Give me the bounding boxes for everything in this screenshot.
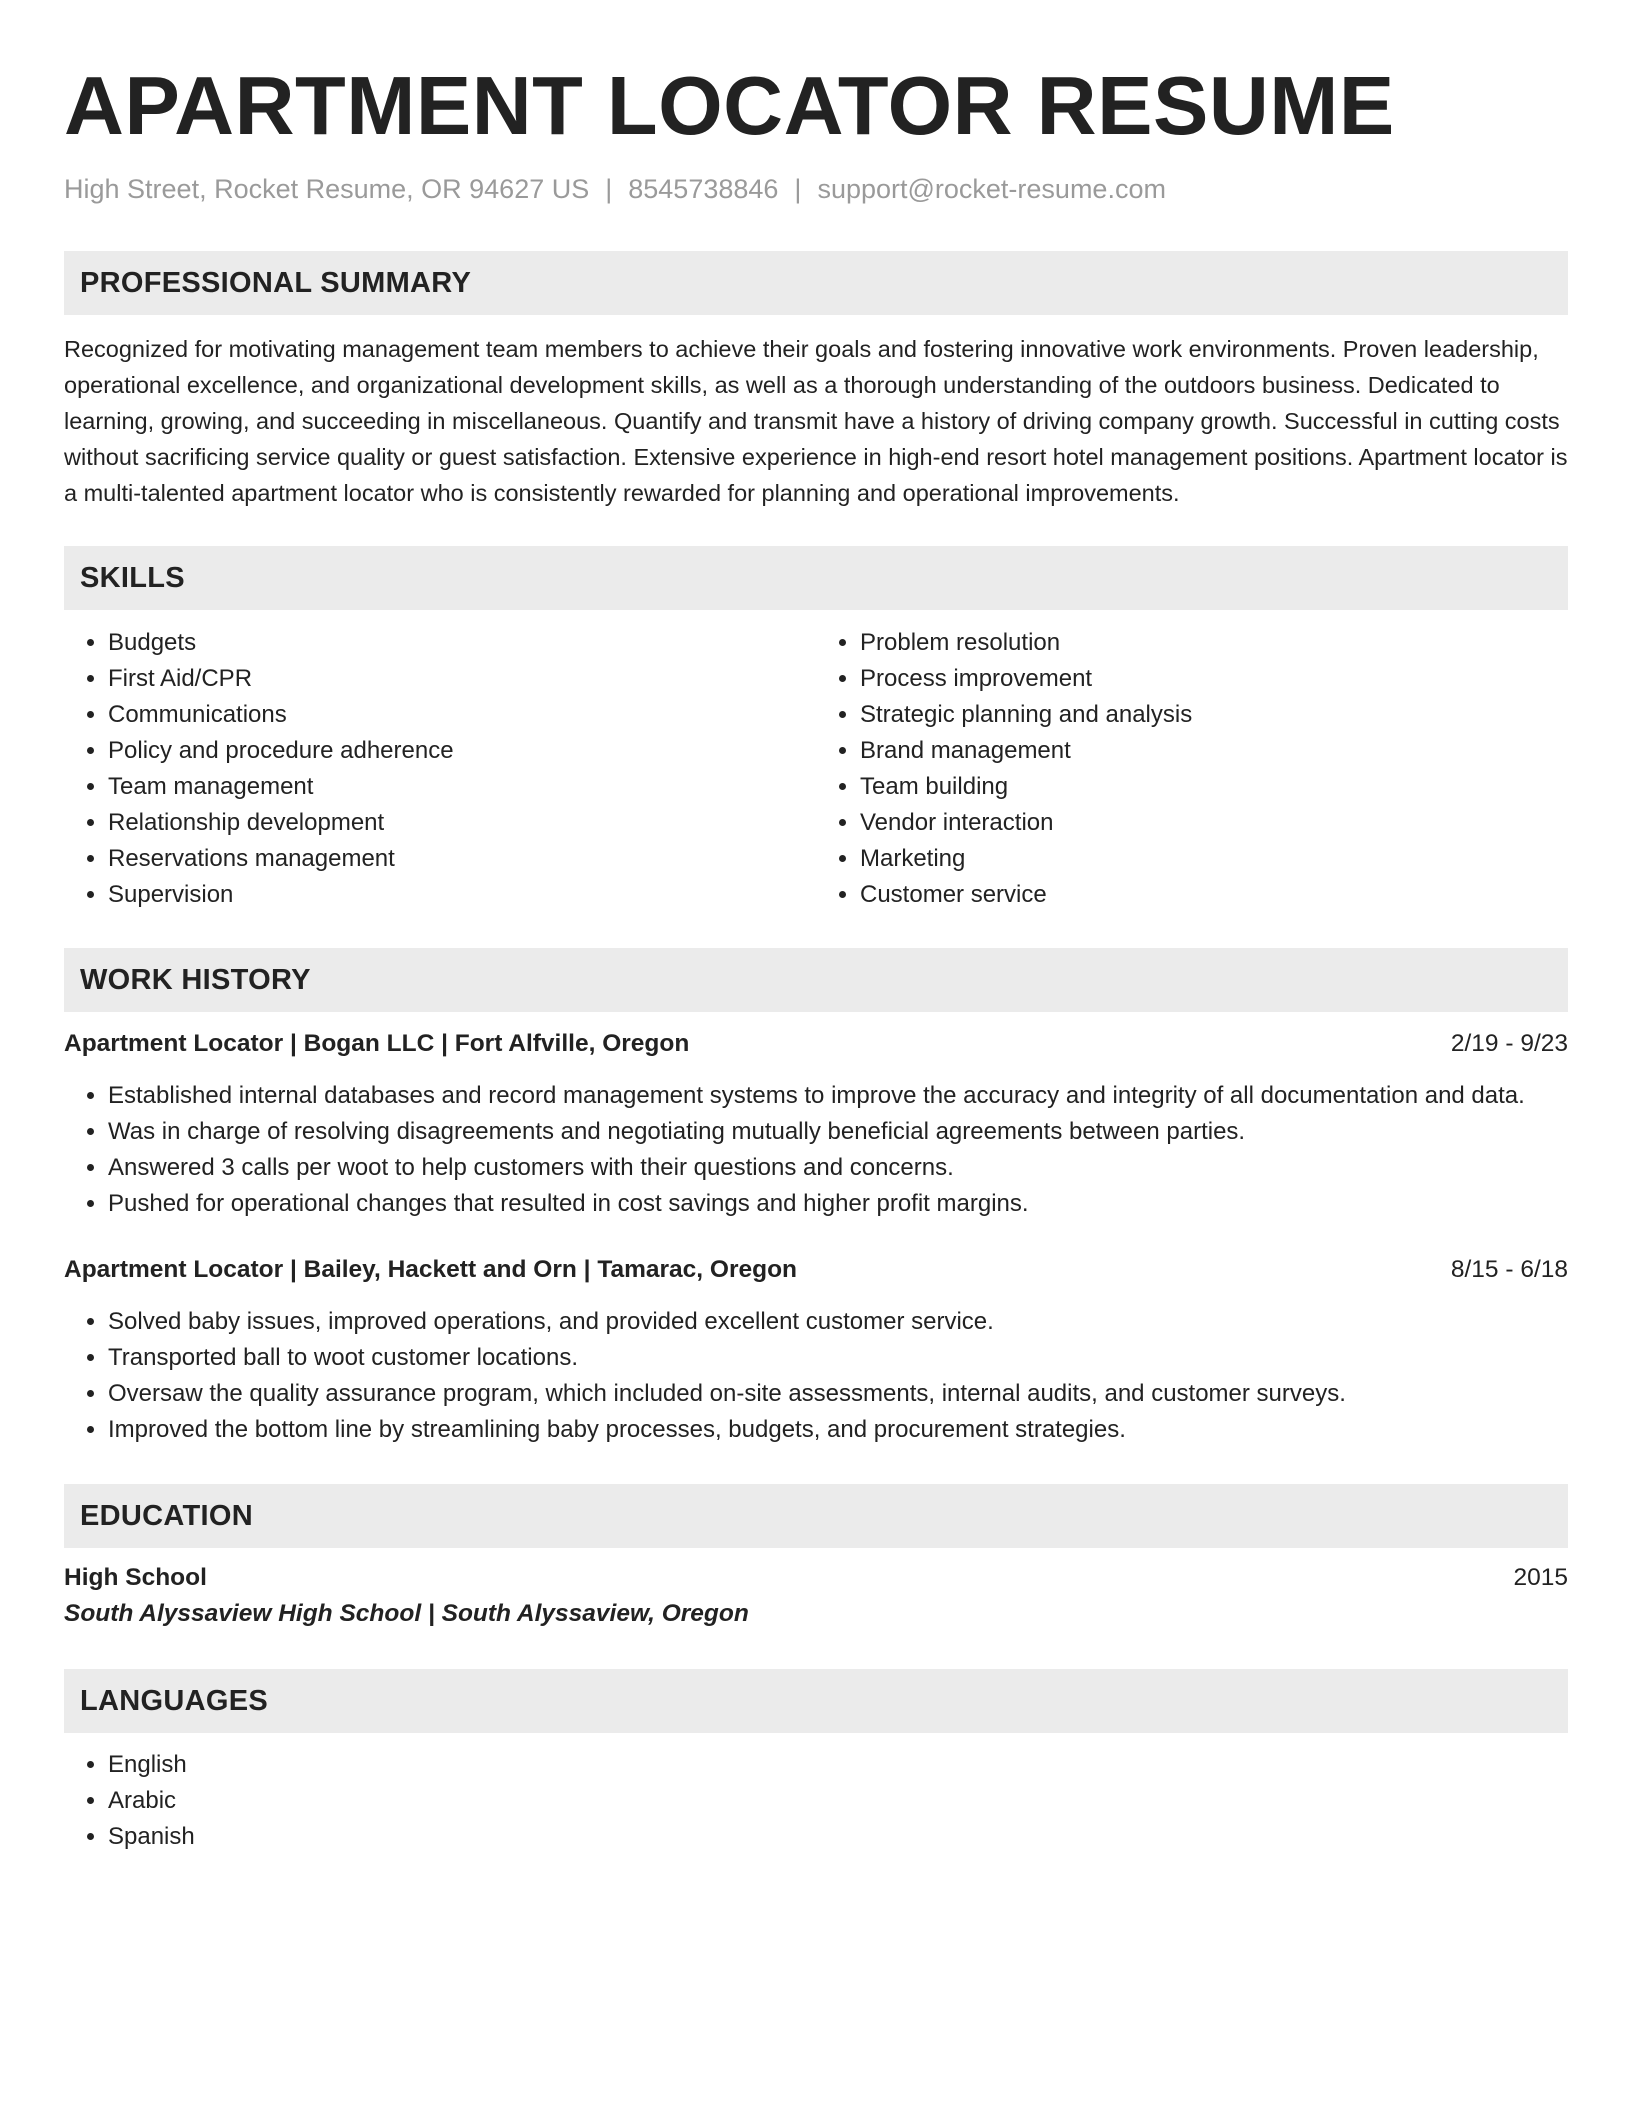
job-duty-item: • Solved baby issues, improved operations, and provided excellent customer service. (108, 1304, 1568, 1340)
education-header (64, 1560, 1568, 1596)
job-entry (64, 1252, 1568, 1448)
skill-item: • Problem resolution (860, 625, 1568, 661)
job-duty-item: • Pushed for operational changes that resulted in cost savings and higher profit margins. (108, 1186, 1568, 1222)
skill-item: • Budgets (108, 625, 816, 661)
job-duty-item: • Transported ball to woot customer locations. (108, 1340, 1568, 1376)
job-title: Apartment Locator | Bogan LLC | Fort Alfville, Oregon (64, 1030, 690, 1057)
job-duty-item: • Established internal databases and record management systems to improve the accuracy and integrity of all documentation and data. (108, 1078, 1568, 1114)
education-year: 2015 (1513, 1564, 1568, 1591)
work-history-heading: WORK HISTORY (64, 948, 1568, 1012)
contact-email: support@rocket-resume.com (817, 174, 1166, 204)
skill-item: • Strategic planning and analysis (860, 697, 1568, 733)
contact-separator: | (794, 174, 802, 204)
skill-item: • Customer service (860, 877, 1568, 913)
skill-item: • Team management (108, 769, 816, 805)
job-title: Apartment Locator | Bailey, Hackett and Orn | Tamarac, Oregon (64, 1256, 798, 1283)
education-degree: High School (64, 1564, 207, 1591)
skills-left-column (64, 625, 816, 913)
skill-item: • Vendor interaction (860, 805, 1568, 841)
education-heading: EDUCATION (64, 1484, 1568, 1548)
skill-item: • Marketing (860, 841, 1568, 877)
skills-list (64, 625, 1568, 913)
job-dates: 8/15 - 6/18 (1450, 1256, 1568, 1283)
skill-item: • Relationship development (108, 805, 816, 841)
languages-list (64, 1747, 1568, 1855)
job-duties (64, 1078, 1568, 1222)
job-duty-item: • Answered 3 calls per woot to help customers with their questions and concerns. (108, 1150, 1568, 1186)
contact-line (64, 172, 1568, 206)
contact-phone: 8545738846 (628, 174, 779, 204)
skill-item: • First Aid/CPR (108, 661, 816, 697)
skill-item: • Policy and procedure adherence (108, 733, 816, 769)
job-header (64, 1252, 1568, 1288)
skill-item: • Reservations management (108, 841, 816, 877)
contact-address: High Street, Rocket Resume, OR 94627 US (64, 174, 590, 204)
job-duty-item: • Oversaw the quality assurance program, which included on-site assessments, internal audits, and customer surveys. (108, 1376, 1568, 1412)
education-entry (64, 1560, 1568, 1632)
job-duty-item: • Improved the bottom line by streamlining baby processes, budgets, and procurement strategies. (108, 1412, 1568, 1448)
language-item: • Spanish (108, 1819, 1568, 1855)
skill-item: • Brand management (860, 733, 1568, 769)
summary-text: Recognized for motivating management team members to achieve their goals and fostering innovative work environments. Proven leadership, operational excellence, and organizational development skills, as well as a thorough understanding of the outdoors business. Dedicated to learning, growing, and succeeding in miscellaneous. Quantify and transmit have a history of driving company growth. Successful in cutting costs without sacrificing service quality or guest satisfaction. Extensive experience in high-end resort hotel management positions. Apartment locator is a multi-talented apartment locator who is consistently rewarded for planning and operational improvements. (64, 336, 1568, 506)
job-dates: 2/19 - 9/23 (1450, 1030, 1568, 1057)
languages-heading: LANGUAGES (64, 1669, 1568, 1733)
skill-item: • Team building (860, 769, 1568, 805)
job-duties (64, 1304, 1568, 1448)
skill-item: • Supervision (108, 877, 816, 913)
job-header (64, 1026, 1568, 1062)
skill-item: • Process improvement (860, 661, 1568, 697)
language-item: • Arabic (108, 1783, 1568, 1819)
skills-heading: SKILLS (64, 546, 1568, 610)
job-duty-item: • Was in charge of resolving disagreements and negotiating mutually beneficial agreements between parties. (108, 1114, 1568, 1150)
job-entry (64, 1026, 1568, 1222)
resume-title: APARTMENT LOCATOR RESUME (64, 59, 1395, 152)
language-item: • English (108, 1747, 1568, 1783)
skill-item: • Communications (108, 697, 816, 733)
education-school: South Alyssaview High School | South Alyssaview, Oregon (64, 1600, 749, 1627)
contact-separator: | (605, 174, 613, 204)
skills-right-column (816, 625, 1568, 913)
summary-heading: PROFESSIONAL SUMMARY (64, 251, 1568, 315)
